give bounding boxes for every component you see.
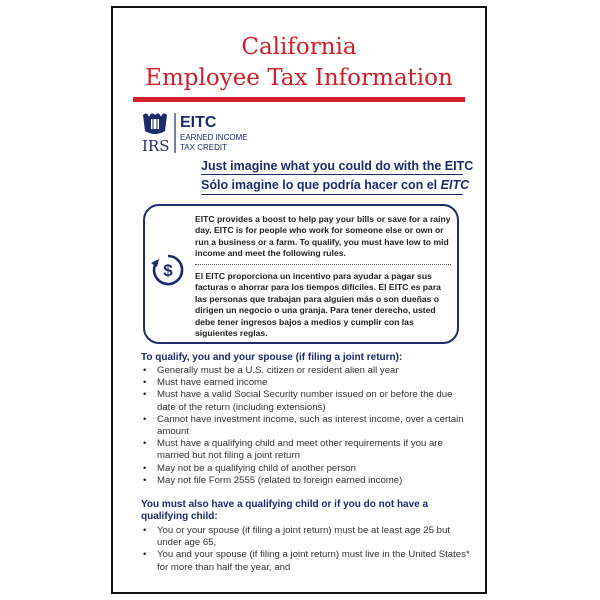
- title-line-2: Employee Tax Information: [145, 65, 453, 91]
- title-divider: [133, 97, 465, 102]
- irs-text: IRS: [142, 137, 170, 155]
- earned-income-text: EARNED INCOME: [180, 133, 248, 142]
- tagline-spanish-emphasis: EITC: [440, 178, 470, 192]
- tagline-spanish-text: Sólo imagine lo que podría hacer con el: [201, 178, 441, 192]
- eagle-seal-icon: [143, 113, 167, 134]
- list-item: • May not file Form 2555 (related to foreign earned income): [141, 475, 471, 487]
- qualify-heading: To qualify, you and your spouse (if filing a joint return):: [141, 352, 403, 363]
- list-item: • Must have a valid Social Security number issued on or before the due date of the return (including extensions): [141, 389, 471, 413]
- qualify-list: [141, 365, 471, 487]
- info-spanish: El EITC proporciona un incentivo para ayudar a pagar sus facturas o ahorrar para los tiempos difíciles. El EITC es para las personas que trabajan para alguien más o son dueñas o dirigen un negocio o una granja. Para tener derecho, usted debe tener ingresos bajos a medios y cumplir con las siguientes reglas.: [195, 271, 441, 339]
- eitc-info-box: [143, 204, 459, 344]
- tax-credit-text: TAX CREDIT: [180, 143, 227, 152]
- tagline-rule-1: [201, 174, 463, 175]
- info-divider: [195, 264, 451, 265]
- irs-eitc-logo: [139, 109, 289, 157]
- svg-text:$: $: [163, 261, 173, 280]
- list-item: • You and your spouse (if filing a joint return) must live in the United States* for more than half the year, and: [141, 549, 471, 573]
- dollar-cycle-icon: [151, 253, 185, 287]
- qualifying-child-list: [141, 525, 471, 574]
- tagline-spanish: [201, 177, 471, 193]
- list-item: • Must have a qualifying child and meet other requirements if you are married but not filing a joint return: [141, 438, 471, 462]
- list-item: • Generally must be a U.S. citizen or resident alien all year: [141, 365, 471, 377]
- list-item: • Must have earned income: [141, 377, 471, 389]
- tagline-english: Just imagine what you could do with the EITC: [201, 159, 474, 173]
- tagline-rule-2: [201, 194, 463, 195]
- list-item: • May not be a qualifying child of another person: [141, 463, 471, 475]
- list-item: • Cannot have investment income, such as interest income, over a certain amount: [141, 414, 471, 438]
- info-english: EITC provides a boost to help pay your bills or save for a rainy day. EITC is for people who work for someone else or own or run a business or a farm. To qualify, you must have low to mid income and meet the following rules.: [195, 214, 451, 259]
- tax-info-card: [111, 6, 487, 594]
- qualifying-child-heading: You must also have a qualifying child or if you do not have a qualifying child:: [141, 499, 429, 522]
- eitc-text: EITC: [180, 114, 217, 131]
- title-line-1: California: [241, 34, 357, 60]
- list-item: • You or your spouse (if filing a joint return) must be at least age 25 but under age 65,: [141, 525, 471, 549]
